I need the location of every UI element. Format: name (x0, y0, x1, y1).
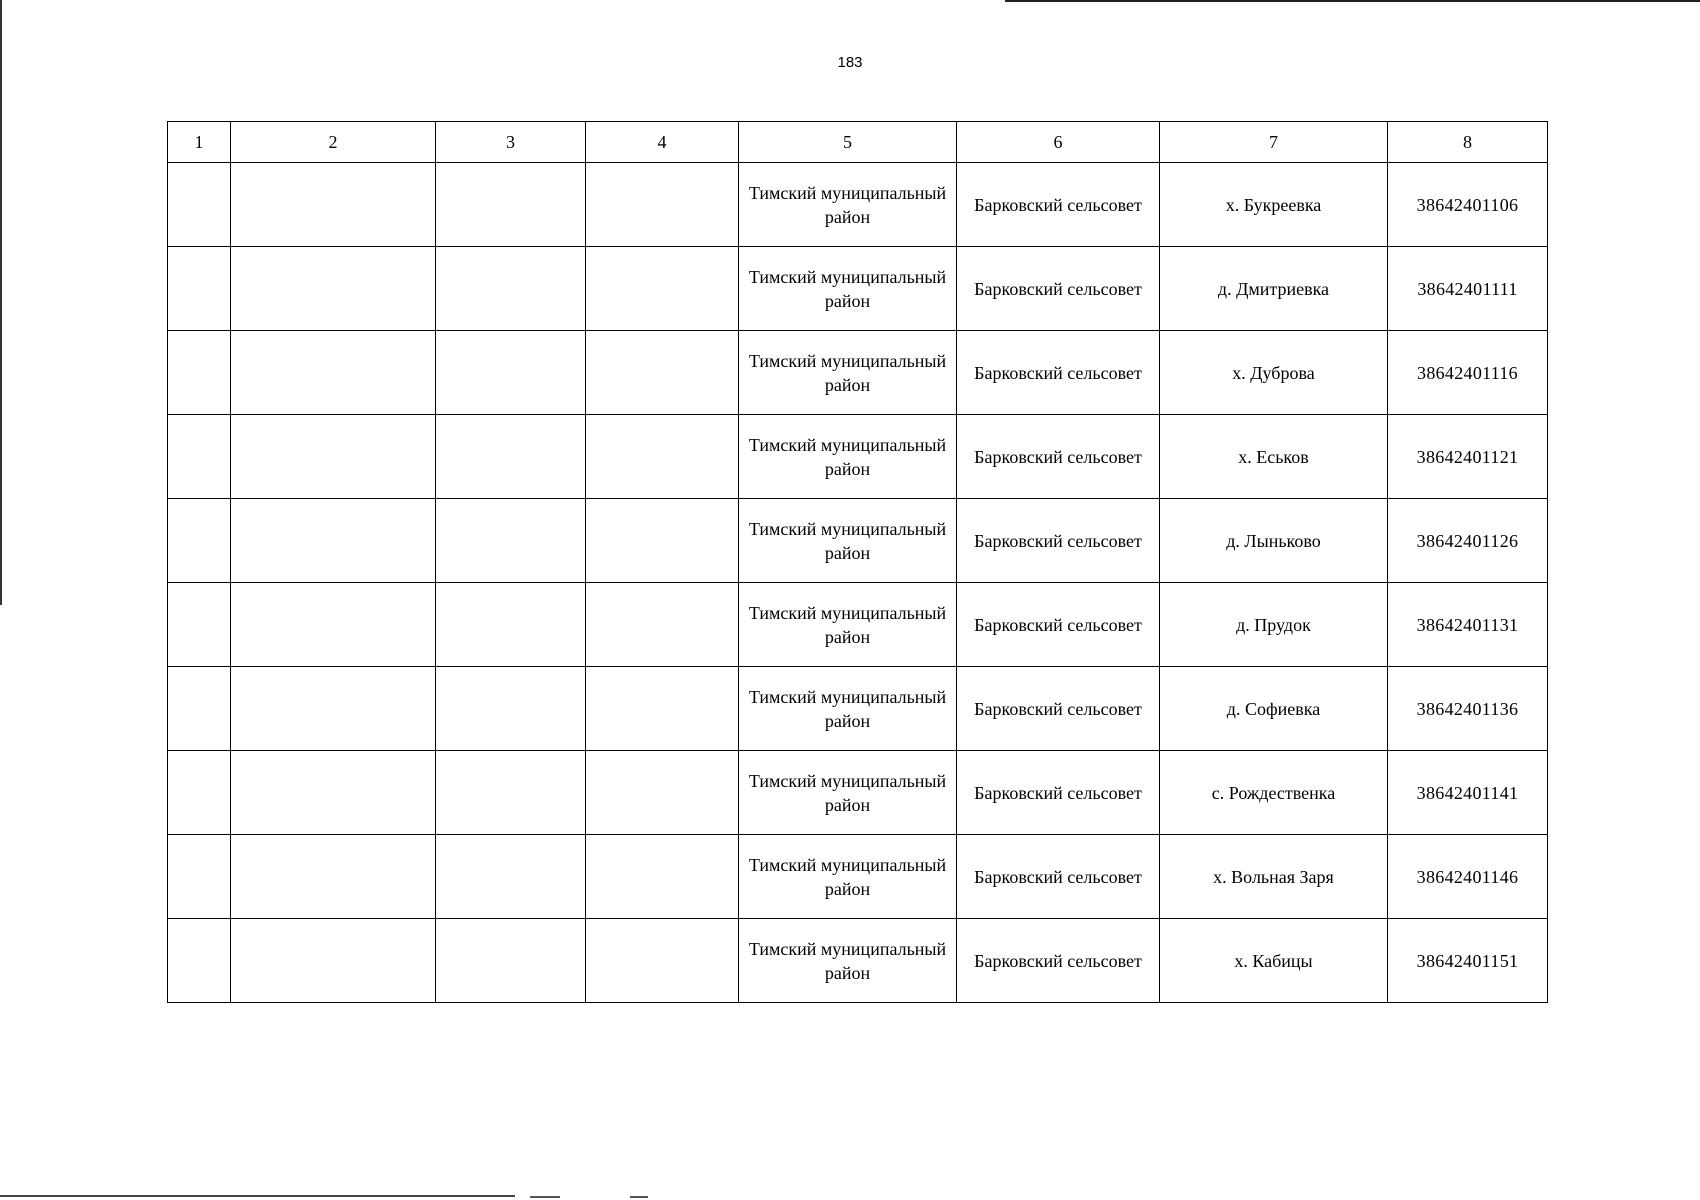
code-cell: 38642401106 (1388, 163, 1548, 247)
district-cell: Тимский муниципальный район (739, 667, 957, 751)
code-cell: 38642401146 (1388, 835, 1548, 919)
table-row (168, 919, 1548, 1003)
code-cell: 38642401116 (1388, 331, 1548, 415)
table-row (168, 415, 1548, 499)
district-cell: Тимский муниципальный район (739, 247, 957, 331)
table-row (168, 163, 1548, 247)
district-cell: Тимский муниципальный район (739, 583, 957, 667)
table-cell (436, 163, 586, 247)
district-cell: Тимский муниципальный район (739, 835, 957, 919)
table-cell (586, 919, 739, 1003)
scan-edge-dash (630, 1196, 648, 1198)
table-row (168, 331, 1548, 415)
council-cell: Барковский сельсовет (957, 247, 1160, 331)
district-cell: Тимский муниципальный район (739, 499, 957, 583)
table-cell (436, 415, 586, 499)
council-cell: Барковский сельсовет (957, 331, 1160, 415)
table-cell (168, 331, 231, 415)
table-cell (231, 835, 436, 919)
settlement-cell: д. Софиевка (1160, 667, 1388, 751)
table-cell (231, 415, 436, 499)
settlement-cell: х. Дуброва (1160, 331, 1388, 415)
code-cell: 38642401141 (1388, 751, 1548, 835)
settlement-cell: д. Прудок (1160, 583, 1388, 667)
table-cell (436, 835, 586, 919)
table-cell (436, 919, 586, 1003)
council-cell: Барковский сельсовет (957, 163, 1160, 247)
table-cell (586, 583, 739, 667)
scan-edge-bottom (0, 1195, 515, 1197)
column-header: 6 (957, 122, 1160, 163)
table-cell (586, 835, 739, 919)
table-cell (436, 331, 586, 415)
column-header: 1 (168, 122, 231, 163)
settlement-cell: д. Лыньково (1160, 499, 1388, 583)
council-cell: Барковский сельсовет (957, 415, 1160, 499)
column-header: 8 (1388, 122, 1548, 163)
code-cell: 38642401126 (1388, 499, 1548, 583)
scan-edge-dash (530, 1196, 560, 1198)
table-cell (586, 499, 739, 583)
page-number: 183 (837, 54, 863, 71)
district-cell: Тимский муниципальный район (739, 331, 957, 415)
table-cell (168, 583, 231, 667)
table-cell (168, 163, 231, 247)
table-cell (436, 499, 586, 583)
table-row (168, 835, 1548, 919)
settlement-cell: х. Вольная Заря (1160, 835, 1388, 919)
district-cell: Тимский муниципальный район (739, 415, 957, 499)
column-header: 5 (739, 122, 957, 163)
table-cell (168, 919, 231, 1003)
council-cell: Барковский сельсовет (957, 583, 1160, 667)
settlement-cell: с. Рождественка (1160, 751, 1388, 835)
council-cell: Барковский сельсовет (957, 667, 1160, 751)
table-cell (231, 499, 436, 583)
table-cell (168, 247, 231, 331)
table-cell (586, 247, 739, 331)
table-cell (586, 667, 739, 751)
table-cell (168, 499, 231, 583)
table-cell (168, 751, 231, 835)
council-cell: Барковский сельсовет (957, 499, 1160, 583)
table-cell (231, 919, 436, 1003)
code-cell: 38642401121 (1388, 415, 1548, 499)
table-cell (586, 415, 739, 499)
council-cell: Барковский сельсовет (957, 751, 1160, 835)
table-row (168, 247, 1548, 331)
table-cell (586, 751, 739, 835)
settlement-cell: х. Букреевка (1160, 163, 1388, 247)
table-cell (231, 163, 436, 247)
table-cell (436, 247, 586, 331)
district-cell: Тимский муниципальный район (739, 919, 957, 1003)
table-cell (436, 667, 586, 751)
table-row (168, 751, 1548, 835)
table-header-row (168, 122, 1548, 163)
settlement-cell: х. Кабицы (1160, 919, 1388, 1003)
table-row (168, 499, 1548, 583)
column-header: 3 (436, 122, 586, 163)
column-header: 7 (1160, 122, 1388, 163)
column-header: 2 (231, 122, 436, 163)
table-row (168, 667, 1548, 751)
district-cell: Тимский муниципальный район (739, 163, 957, 247)
settlement-cell: д. Дмитриевка (1160, 247, 1388, 331)
settlement-cell: х. Еськов (1160, 415, 1388, 499)
table-cell (586, 163, 739, 247)
scan-edge-left (0, 0, 2, 605)
table-cell (231, 331, 436, 415)
code-cell: 38642401136 (1388, 667, 1548, 751)
code-cell: 38642401151 (1388, 919, 1548, 1003)
table-row (168, 583, 1548, 667)
table-cell (231, 583, 436, 667)
settlements-table (167, 121, 1548, 1003)
table-cell (231, 247, 436, 331)
council-cell: Барковский сельсовет (957, 835, 1160, 919)
table-cell (168, 667, 231, 751)
table-cell (231, 751, 436, 835)
column-header: 4 (586, 122, 739, 163)
table-cell (436, 583, 586, 667)
table-cell (168, 415, 231, 499)
table-cell (231, 667, 436, 751)
table-cell (168, 835, 231, 919)
scan-edge-top (1005, 0, 1700, 2)
table-cell (436, 751, 586, 835)
council-cell: Барковский сельсовет (957, 919, 1160, 1003)
table-cell (586, 331, 739, 415)
district-cell: Тимский муниципальный район (739, 751, 957, 835)
code-cell: 38642401111 (1388, 247, 1548, 331)
code-cell: 38642401131 (1388, 583, 1548, 667)
